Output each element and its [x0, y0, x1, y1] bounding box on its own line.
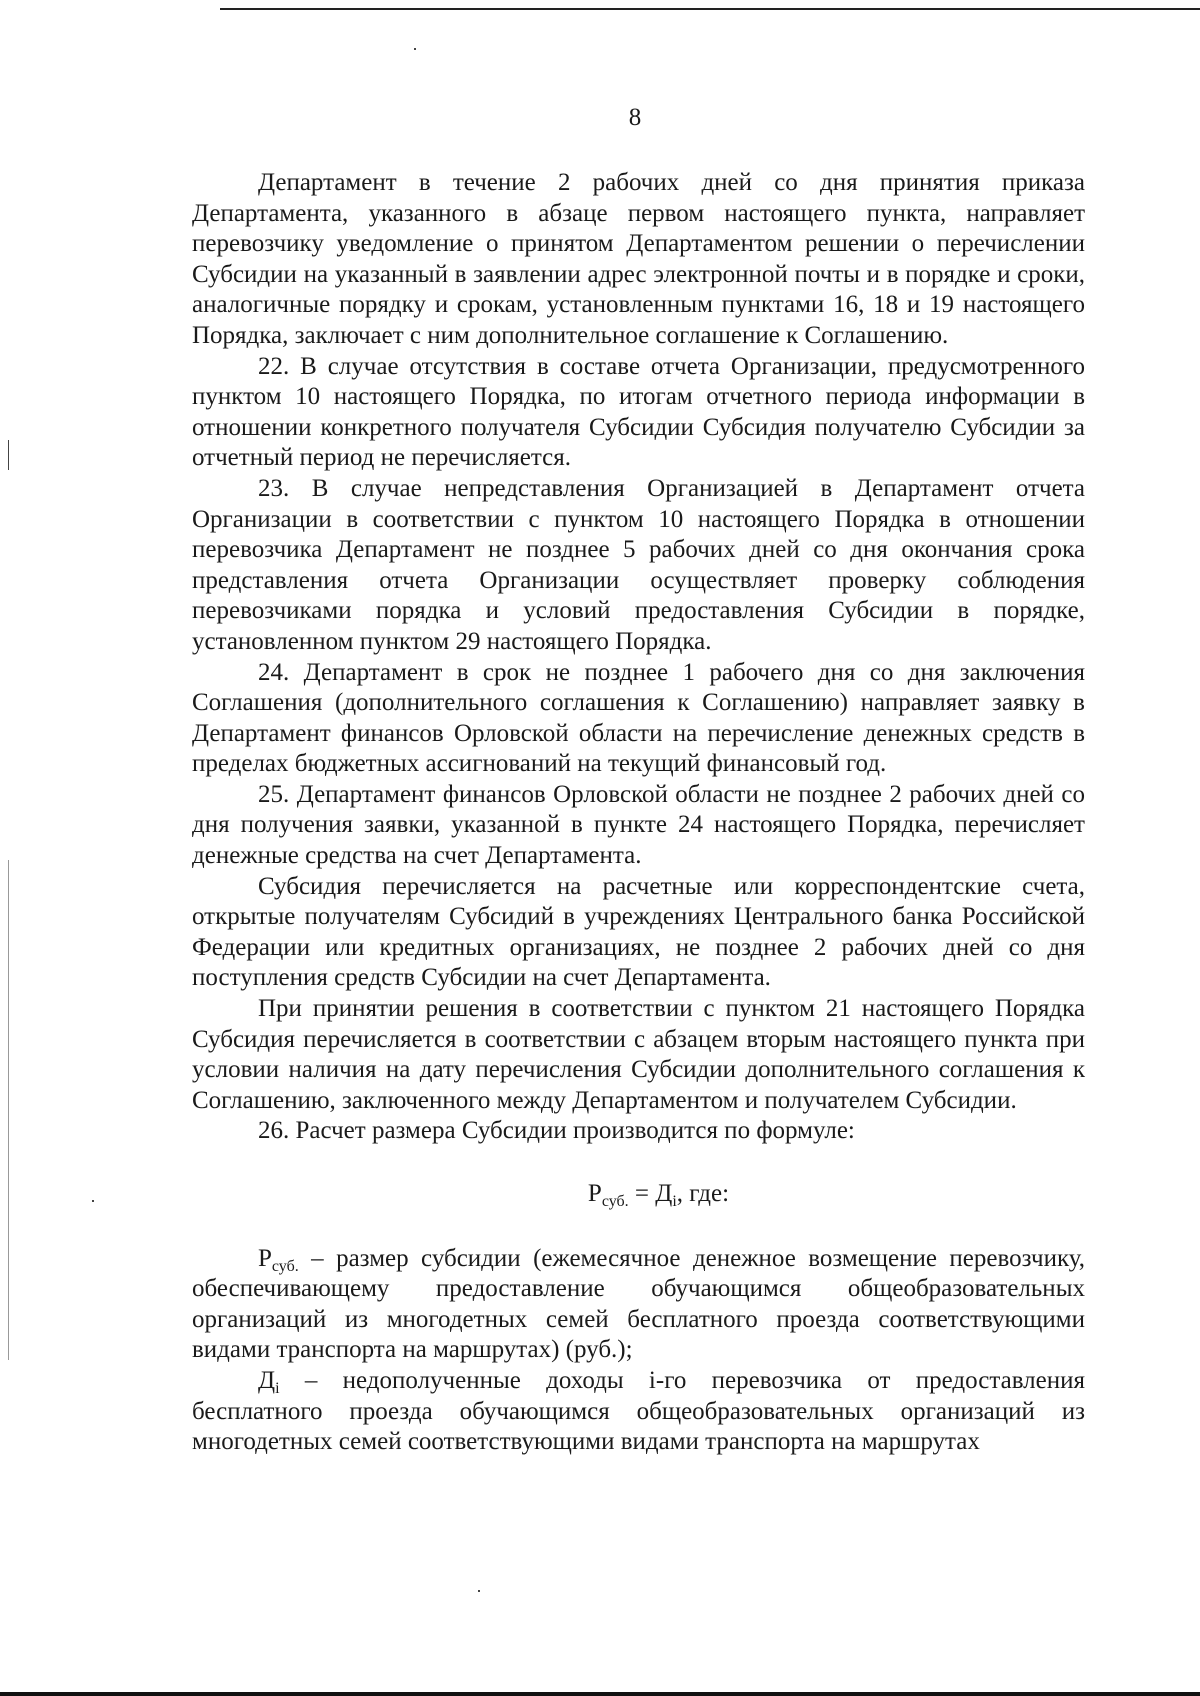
paragraph: При принятии решения в соответствии с пунктом 21 настоящего Порядка Субсидия перечисляется в соответствии с абзацем вторым настоящего пункта при условии наличия на дату перечисления Субсидии дополнительного соглашения к Соглашению, заключенного между Департаментом и получателем Субсидии. [192, 995, 1085, 1114]
formula-rhs-subscript: i [672, 1193, 677, 1210]
paragraph: 26. Расчет размера Субсидии производится по формуле: [258, 1117, 855, 1145]
scan-speck [8, 440, 9, 470]
definition-symbol-subscript: i [275, 1379, 280, 1397]
formula-tail: , где: [676, 1180, 730, 1207]
formula-lhs-subscript: суб. [601, 1193, 629, 1210]
paragraph: 23. В случае непредставления Организацией в Департамент отчета Организации в соответствии с пунктом 10 настоящего Порядка в отношении перевозчика Департамент не позднее 5 рабочих дней со дня окончания срока представления отчета Организации осуществляет проверку соблюдения перевозчиками порядка и условий предоставления Субсидии в порядке, установленном пунктом 29 настоящего Порядка. [192, 474, 1085, 655]
scan-edge-top [220, 8, 1200, 10]
definition-symbol: Р [258, 1244, 272, 1272]
definition-symbol: Д [258, 1366, 276, 1394]
paragraph: 24. Департамент в срок не позднее 1 рабочего дня со дня заключения Соглашения (дополнительного соглашения к Соглашению) направляет заявку в Департамент финансов Орловской области на перечисление денежных средств в пределах бюджетных ассигнований на текущий финансовый год. [192, 658, 1085, 778]
definition-symbol-subscript: суб. [271, 1257, 299, 1275]
definition [192, 1244, 1085, 1366]
document-body [192, 168, 1085, 1458]
page-number: 8 [628, 104, 642, 131]
definition-text: – недополученные доходы i-го перевозчика от предоставления бесплатного проезда обучающимся общеобразовательных организаций из многодетных семей соответствующими видами транспорта на маршрутах [192, 1366, 1085, 1456]
scan-edge-bottom [0, 1692, 1200, 1696]
scan-speck [92, 1200, 94, 1202]
scan-speck [414, 48, 416, 50]
definition [192, 1366, 1085, 1458]
paragraph: Департамент в течение 2 рабочих дней со дня принятия приказа Департамента, указанного в абзаце первом настоящего пункта, направляет перевозчику уведомление о принятом Департаментом решении о перечислении Субсидии на указанный в заявлении адрес электронной почты и в порядке и сроки, аналогичные порядку и срокам, установленным пунктами 16, 18 и 19 настоящего Порядка, заключает с ним дополнительное соглашение к Соглашению. [192, 169, 1085, 349]
formula-lhs: Р [587, 1180, 602, 1207]
formula [192, 1179, 1085, 1210]
paragraph: 22. В случае отсутствия в составе отчета Организации, предусмотренного пунктом 10 настоящего Порядка, по итогам отчетного периода информации в отношении конкретного получателя Субсидии Субсидия получателю Субсидии за отчетный период не перечисляется. [192, 352, 1085, 472]
scan-speck [8, 860, 9, 1360]
formula-rhs: Д [655, 1180, 673, 1207]
paragraph: Субсидия перечисляется на расчетные или корреспондентские счета, открытые получателям Субсидий в учреждениях Центрального банка Российской Федерации или кредитных организациях, не позднее 2 рабочих дней со дня поступления средств Субсидии на счет Департамента. [192, 872, 1085, 992]
paragraph: 25. Департамент финансов Орловской области не позднее 2 рабочих дней со дня получения заявки, указанной в пункте 24 настоящего Порядка, перечисляет денежные средства на счет Департамента. [192, 780, 1085, 870]
scan-speck [478, 1590, 480, 1592]
formula-equals: = [628, 1180, 656, 1207]
definition-text: – размер субсидии (ежемесячное денежное возмещение перевозчику, обеспечивающему предоставление обучающимся общеобразовательных организаций из многодетных семей бесплатного проезда соответствующими видами транспорта на маршрутах) (руб.); [192, 1244, 1085, 1364]
